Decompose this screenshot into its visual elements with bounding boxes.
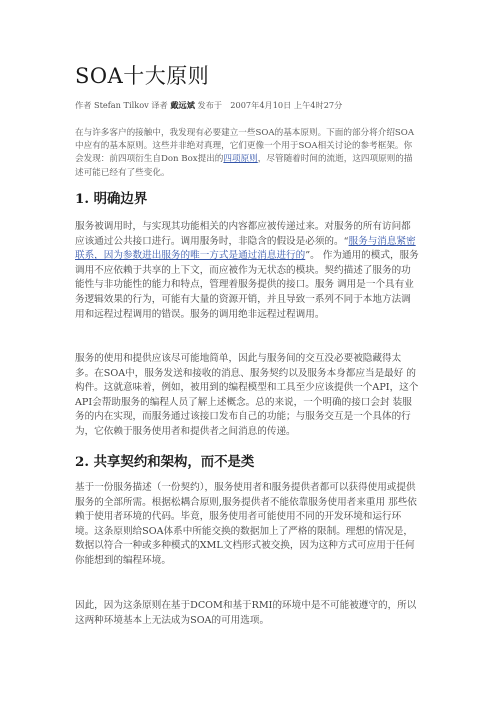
paragraph-text: 服务被调用时，与实现其功能相关的内容都应被传递过来。对服务的所有访问都应该通过公共接口进行。调用服务时，非隐含的假设是必须的。“ — [75, 221, 411, 247]
section-heading-2: 2. 共享契约和架构，而不是类 — [75, 454, 255, 470]
section-2-paragraph-1: 基于一份服务描述（一份契约），服务使用者和服务提供者都可以获得使用或提供服务的全部所需。根据松耦合原则,服务提供者不能依靠服务使用者来重用 那些依赖于使用者环境的代码。毕竟，服务使用者可能使用不同的开发环境和运行环境。这条原则给SOA体系中所能交换的数据加上了严格的限制。理想的情况是，数据以符合一种或多种模式的XML文档形式被交换，因为这种方式可应用于任何你能想到的编程环境。 — [75, 482, 417, 566]
section-2-paragraph-2: 因此，因为这条原则在基于DCOM和基于RMI的环境中是不可能被遵守的，所以这两种环境基本上无法成为SOA的可用选项。 — [75, 600, 417, 626]
four-principles-link[interactable]: 四项原则 — [223, 154, 258, 165]
section-1-paragraph-1 — [75, 220, 420, 322]
article-title: SOA十大原则 — [75, 64, 210, 88]
publish-date: 发布于 2007年4月10日 上午4时27分 — [197, 100, 343, 110]
translator-prefix: 译者 — [151, 100, 168, 110]
section-heading-1: 1. 明确边界 — [75, 191, 148, 207]
translator-name: 戴远斌 — [170, 100, 195, 110]
article-byline — [75, 100, 342, 111]
paragraph-text: ”。 作为通用的模式，服务调用不应依赖于共享的上下文，而应被作为无状态的模块。契约描述了服务的功能性与非功能性的能力和特点，管理着服务提供的接口。服务 调用是一个具有业务逻辑效果的行为，可能有大量的资源开销，并且导致一系列不同于本地方法调用和远程过程调用的错误。服务的调用绝非远程过程调用。 — [75, 250, 419, 320]
service-message-link[interactable]: 服务与消息紧密联系，因为参数进出服务的唯一方式是通过消息进行的 — [75, 235, 416, 262]
author-name: Stefan Tilkov — [94, 100, 149, 110]
author-prefix: 作者 — [75, 100, 92, 110]
intro-text-1: 在与许多客户的接触中，我发现有必要建立一些SOA的基本原则。下面的部分将介绍SOA中应有的基本原则。这些并非绝对真理，它们更像一个用于SOA相关讨论的参考框架。你会发现：前四项衍生自Don Box提出的 — [75, 128, 415, 165]
section-1-paragraph-2: 服务的使用和提供应该尽可能地简单，因此与服务间的交互没必要被隐藏得太多。在SOA中，服务发送和接收的消息、服务契约以及服务本身都应当是最好 的构件。这就意味着，例如，被用到的编程模型和工具至少应该提供一个API，这个API会帮助服务的编程人员了解上述概念。总的来说，一个明确的接口会封 装服务的内在实现，而服务通过该接口发布自己的功能；与服务交互是一个具体的行为，它依赖于服务使用者和提供者之间消息的传递。 — [75, 353, 419, 437]
intro-paragraph — [75, 127, 420, 180]
intro-text-2: ，尽管随着时间的流逝，这四项原则的描述可能已经有了些变化。 — [75, 154, 413, 178]
